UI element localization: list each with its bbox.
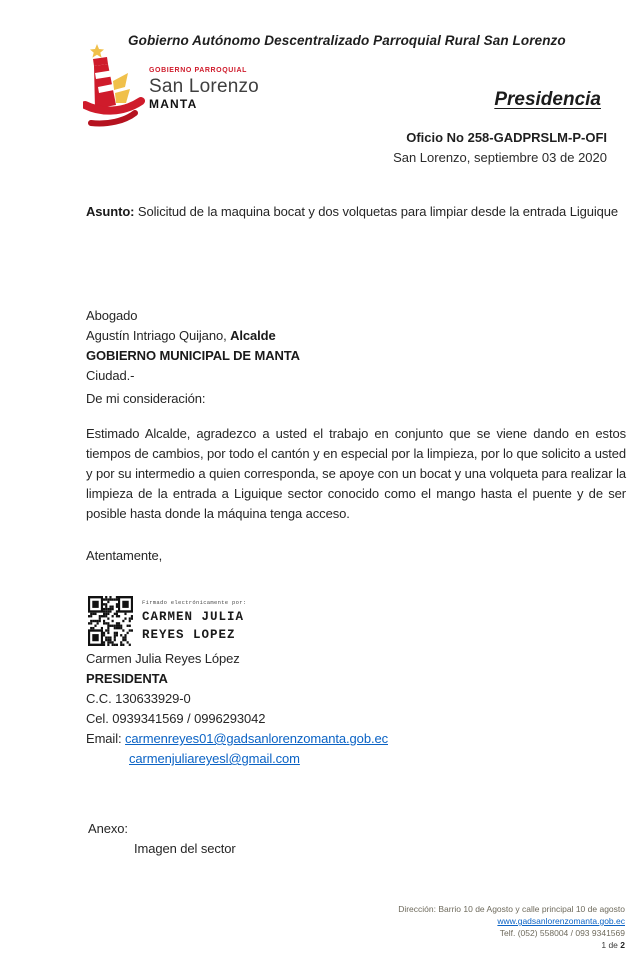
- stamp-text: [142, 596, 246, 646]
- footer-website-link[interactable]: www.gadsanlorenzomanta.gob.ec: [497, 916, 625, 926]
- signer-cel: Cel. 0939341569 / 0996293042: [86, 711, 266, 726]
- recipient-role: Alcalde: [230, 328, 276, 343]
- footer-address: Dirección: Barrio 10 de Agosto y calle principal 10 de agosto: [398, 904, 625, 914]
- office-name: Presidencia: [494, 89, 601, 110]
- stamp-name-line1: CARMEN JULIA: [142, 610, 245, 624]
- oficio-number: Oficio No 258-GADPRSLM-P-OFI: [406, 130, 607, 145]
- stamp-caption: Firmado electrónicamente por:: [142, 599, 247, 606]
- email-link-secondary[interactable]: carmenjuliareyesl@gmail.com: [129, 751, 300, 766]
- signer-block: [86, 649, 626, 769]
- page-footer: [398, 903, 625, 951]
- logo-san-lorenzo: San Lorenzo: [149, 76, 259, 97]
- signer-name: Carmen Julia Reyes López: [86, 651, 240, 666]
- qr-code-icon: [88, 596, 133, 646]
- signer-email2-line: [86, 749, 626, 769]
- page-number: 1 de 2: [601, 940, 625, 950]
- annex-label: Anexo:: [88, 821, 128, 836]
- recipient-name-line: [86, 326, 626, 346]
- email-link-primary[interactable]: carmenreyes01@gadsanlorenzomanta.gob.ec: [125, 731, 388, 746]
- subject-text: Solicitud de la maquina bocat y dos volquetas para limpiar desde la entrada Liguique: [134, 204, 619, 219]
- recipient-block: [86, 306, 626, 386]
- logo-manta: MANTA: [149, 97, 198, 111]
- footer-phone: Telf. (052) 558004 / 093 9341569: [499, 928, 625, 938]
- date-line: San Lorenzo, septiembre 03 de 2020: [393, 150, 607, 165]
- recipient-name: Agustín Intriago Quijano,: [86, 328, 231, 343]
- email-label: Email:: [86, 731, 126, 746]
- recipient-city: Ciudad.-: [86, 368, 135, 383]
- closing: Atentamente,: [86, 548, 163, 563]
- subject-line: [86, 202, 626, 222]
- salutation: De mi consideración:: [86, 391, 206, 406]
- logo-text: [149, 67, 259, 110]
- recipient-institution: GOBIERNO MUNICIPAL DE MANTA: [86, 348, 300, 363]
- signer-title: PRESIDENTA: [86, 671, 168, 686]
- stamp-name-line2: REYES LOPEZ: [142, 628, 236, 642]
- recipient-degree: Abogado: [86, 308, 138, 323]
- body-paragraph: Estimado Alcalde, agradezco a usted el trabajo en conjunto que se viene dando en estos tiempos de cambios, por todo el cantón y en especial por la limpieza, por lo que solicito a usted y por su intermedio a quien corresponda, se apoye con un bocat y una volqueta para realizar la limpieza de la entrada a Liguique sector conocido como el mango hasta el puente y de ser posible hasta donde la máquina tenga acceso.: [86, 426, 626, 521]
- org-title: Gobierno Autónomo Descentralizado Parroquial Rural San Lorenzo: [128, 33, 566, 48]
- subject-label: Asunto:: [86, 204, 135, 219]
- annex-block: [88, 819, 388, 859]
- signer-cc: C.C. 130633929-0: [86, 691, 191, 706]
- annex-item: Imagen del sector: [134, 841, 236, 856]
- logo-gobierno-parroquial: GOBIERNO PARROQUIAL: [149, 67, 247, 74]
- signer-email-line: [86, 729, 626, 749]
- footer-website-line: [398, 915, 625, 927]
- star-icon: [90, 44, 104, 58]
- electronic-signature-stamp: [88, 596, 246, 646]
